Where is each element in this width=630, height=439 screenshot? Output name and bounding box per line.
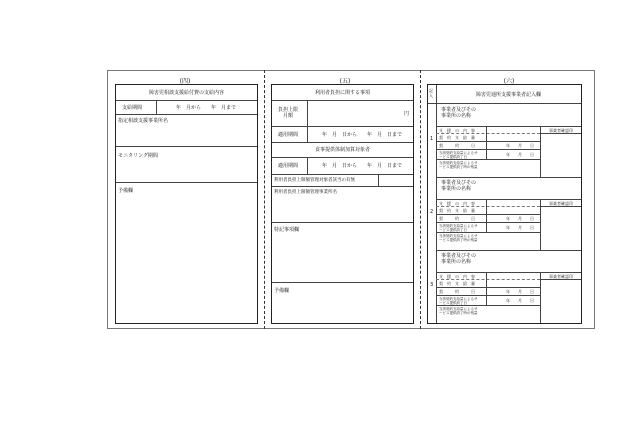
end-date-value: 年 月 日 bbox=[506, 298, 534, 303]
period-row bbox=[116, 101, 257, 115]
content-label: 支 援 の 内 容 bbox=[439, 201, 475, 206]
fold-line bbox=[264, 70, 265, 329]
provider-name-label: 事業者及びその 事業所の名称 bbox=[441, 180, 477, 192]
burden-row bbox=[272, 101, 413, 127]
monitoring-label: モニタリング期間 bbox=[118, 153, 158, 159]
panel-title-row bbox=[428, 85, 581, 104]
provider-name-label: 事業者及びその 事業所の名称 bbox=[441, 253, 477, 265]
provider-name-label: 事業者及びその 事業所の名称 bbox=[441, 107, 477, 119]
provider-row bbox=[116, 115, 257, 147]
period-label: 適用期間 bbox=[278, 132, 299, 138]
remarks-label: 予備欄 bbox=[118, 188, 134, 194]
remarks-label: 予備欄 bbox=[274, 288, 290, 294]
meal-period-row bbox=[272, 158, 413, 175]
contract-date-label: 契 約 日 bbox=[439, 289, 475, 294]
mgmt-office-row bbox=[272, 187, 413, 223]
contract-date-label: 契 約 日 bbox=[439, 216, 475, 221]
provider-label: 指定相談支援事業所名 bbox=[118, 118, 169, 124]
block-number: 2 bbox=[430, 209, 434, 215]
section-label: (五) bbox=[339, 78, 351, 85]
meal-period-value: 年 月 日から 年 月 日まで bbox=[322, 163, 403, 169]
meal-row bbox=[272, 143, 413, 158]
panel-title-row bbox=[116, 85, 257, 101]
block-number: 1 bbox=[430, 136, 434, 142]
remaining-label: 当該契約支給量によるサ ービス提供終了時の残量 bbox=[439, 234, 478, 242]
panel-title: 障害児通所支援事業者記入欄 bbox=[475, 92, 541, 98]
monitoring-row bbox=[116, 147, 257, 183]
special-label: 特記事項欄 bbox=[274, 227, 300, 233]
panel-user-burden bbox=[271, 84, 414, 324]
fold-line bbox=[420, 70, 421, 329]
end-date-label: 当該契約支給量によるサ ービス提供終了日 bbox=[439, 151, 478, 159]
section-label: (四) bbox=[179, 78, 191, 85]
special-row bbox=[272, 223, 413, 283]
section-label: (六) bbox=[503, 78, 515, 85]
yen-unit: 円 bbox=[404, 111, 410, 117]
entry-block bbox=[436, 104, 581, 178]
period-row bbox=[272, 127, 413, 143]
period-value: 年 月 日から 年 月 日まで bbox=[322, 132, 403, 138]
period-label: 支給期間 bbox=[122, 105, 143, 111]
entry-block bbox=[436, 250, 581, 323]
confirm-seal-label: 事業者確認印 bbox=[549, 128, 573, 133]
contract-date-value: 年 月 日 bbox=[506, 289, 534, 294]
panel-title: 障害児相談支援給付費の支給内容 bbox=[148, 90, 224, 96]
contract-date-label: 契 約 日 bbox=[439, 143, 475, 148]
burden-label: 負担上限 月額 bbox=[278, 107, 299, 119]
remaining-label: 当該契約支給量によるサ ービス提供終了時の残量 bbox=[439, 307, 478, 315]
mgmt-label: 利用者負担上限額管理対象者該当の有無 bbox=[274, 178, 355, 183]
contract-date-value: 年 月 日 bbox=[506, 216, 534, 221]
meal-period-label: 適用期間 bbox=[278, 163, 299, 169]
confirm-seal-label: 事業者確認印 bbox=[549, 201, 573, 206]
entry-block bbox=[436, 177, 581, 251]
end-date-value: 年 月 日 bbox=[506, 152, 534, 157]
mgmt-office-label: 利用者負担上限額管理事業所名 bbox=[274, 190, 337, 195]
meal-label: 食事提供体制加算対象者 bbox=[314, 147, 370, 153]
end-date-label: 当該契約支給量によるサ ービス提供終了日 bbox=[439, 297, 478, 305]
panel-title-row bbox=[272, 85, 413, 101]
side-header: 記 入 bbox=[429, 88, 433, 98]
period-value: 年 月から 年 月まで bbox=[176, 105, 237, 111]
block-number: 3 bbox=[430, 282, 434, 288]
content-label: 支 援 の 内 容 bbox=[439, 274, 475, 279]
panel-support-content bbox=[115, 84, 258, 324]
amount-label: 契 約 支 給 量 bbox=[439, 281, 475, 286]
amount-label: 契 約 支 給 量 bbox=[439, 208, 475, 213]
remaining-label: 当該契約支給量によるサ ービス提供終了時の残量 bbox=[439, 161, 478, 169]
content-label: 支 援 の 内 容 bbox=[439, 128, 475, 133]
mgmt-row bbox=[272, 175, 413, 187]
confirm-seal-label: 事業者確認印 bbox=[549, 274, 573, 279]
panel-provider-entry bbox=[427, 84, 582, 324]
end-date-value: 年 月 日 bbox=[506, 225, 534, 230]
amount-label: 契 約 支 給 量 bbox=[439, 135, 475, 140]
panel-title: 利用者負担に関する事項 bbox=[314, 90, 370, 96]
contract-date-value: 年 月 日 bbox=[506, 143, 534, 148]
end-date-label: 当該契約支給量によるサ ービス提供終了日 bbox=[439, 224, 478, 232]
